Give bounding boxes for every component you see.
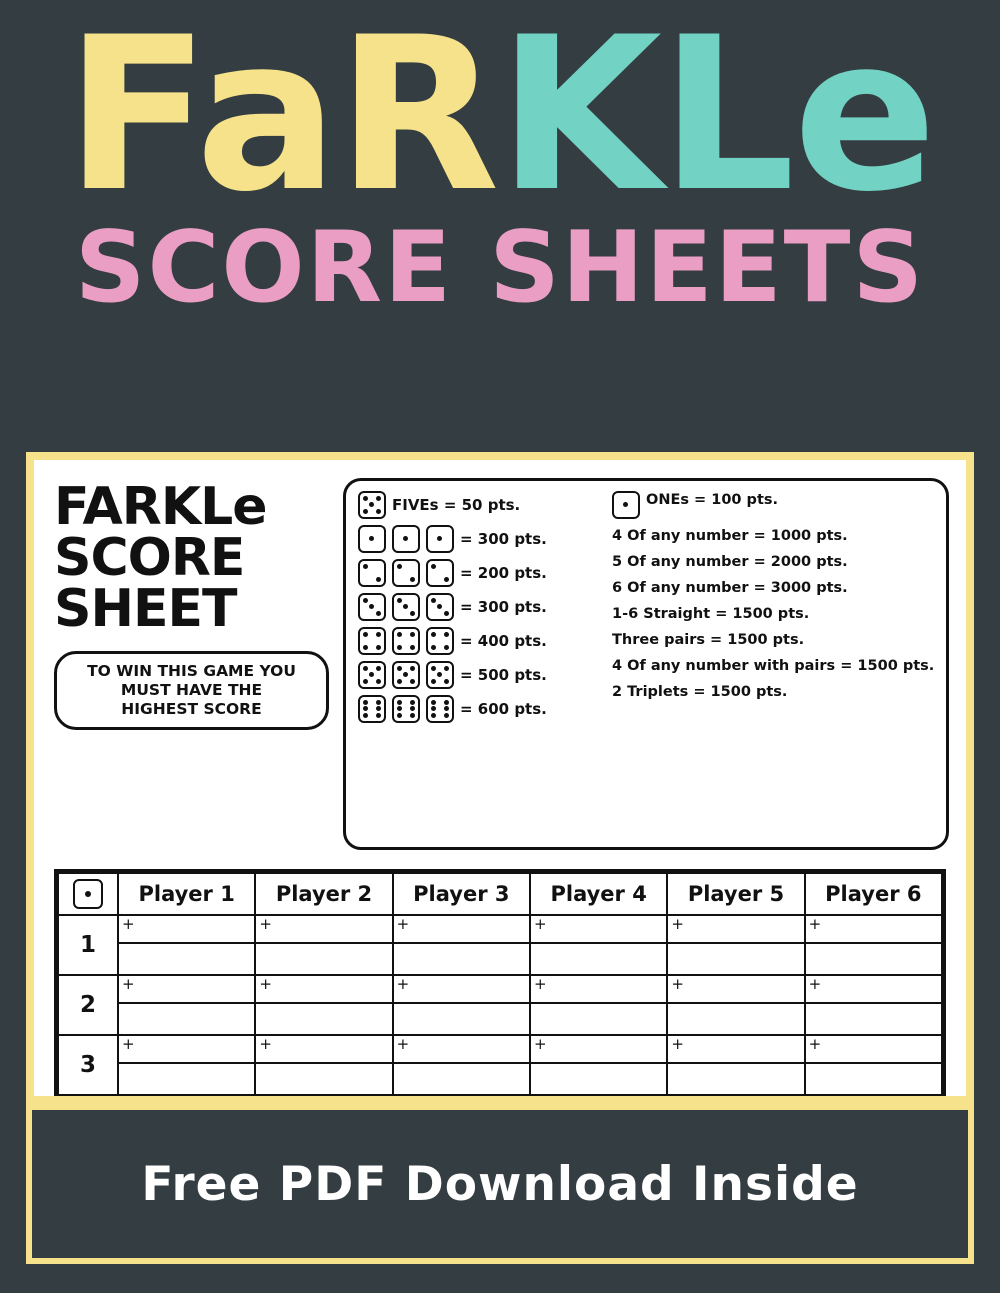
scoring-rules-left-column [358, 491, 590, 839]
rule-text: Three pairs = 1500 pts. [612, 632, 805, 648]
rule-row [358, 695, 590, 723]
plus-sign: + [122, 1035, 135, 1053]
die-one-icon [392, 525, 420, 553]
table-row [58, 915, 942, 975]
die-five-icon [358, 491, 386, 519]
column-header: Player 4 [530, 873, 667, 915]
plus-sign: + [533, 975, 547, 993]
column-header: Player 2 [255, 873, 392, 915]
plus-sign: + [259, 975, 272, 993]
rule-row [358, 525, 590, 553]
title-part-one: FaR [65, 0, 498, 238]
die-two-icon [426, 559, 454, 587]
die-five-icon [358, 661, 386, 689]
rule-row [612, 491, 934, 519]
score-cell[interactable] [805, 915, 942, 975]
score-cell[interactable] [530, 915, 667, 975]
score-cell[interactable] [393, 1035, 530, 1095]
die-one-icon [612, 491, 640, 519]
row-number: 1 [58, 915, 118, 975]
die-five-icon [426, 661, 454, 689]
rule-row [358, 491, 590, 519]
rule-text: = 200 pts. [460, 564, 547, 582]
score-cell[interactable] [805, 975, 942, 1035]
rule-row [358, 559, 590, 587]
plus-sign: + [533, 1035, 547, 1053]
sheet-top-row [54, 478, 946, 850]
score-cell[interactable] [667, 975, 804, 1035]
rule-text: FIVEs = 50 pts. [392, 496, 521, 514]
score-cell[interactable] [667, 1035, 804, 1095]
column-header: Player 3 [393, 873, 530, 915]
table-corner-cell [58, 873, 118, 915]
table-row [58, 1035, 942, 1095]
score-cell[interactable] [667, 915, 804, 975]
plus-sign: + [396, 915, 410, 933]
win-note-line-2: MUST HAVE THE [120, 680, 263, 699]
rule-text: 5 Of any number = 2000 pts. [612, 554, 848, 570]
scoring-rules-right-column [600, 491, 934, 839]
row-number: 3 [58, 1035, 118, 1095]
rule-text: ONEs = 100 pts. [646, 492, 779, 508]
row-number: 2 [58, 975, 118, 1035]
score-cell[interactable] [805, 1035, 942, 1095]
table-row [58, 975, 942, 1035]
rule-text: 4 Of any number = 1000 pts. [612, 528, 848, 544]
score-cell[interactable] [255, 1035, 392, 1095]
rule-text: 1-6 Straight = 1500 pts. [612, 606, 810, 622]
die-three-icon [392, 593, 420, 621]
win-condition-note [54, 651, 329, 730]
plus-sign: + [396, 975, 410, 993]
column-header: Player 6 [805, 873, 942, 915]
rule-text: = 300 pts. [460, 530, 547, 548]
die-one-icon [73, 879, 103, 909]
rule-text: = 400 pts. [460, 632, 547, 650]
title-part-two: KLe [497, 0, 935, 238]
die-five-icon [392, 661, 420, 689]
rule-text: 4 Of any number with pairs = 1500 pts. [612, 658, 935, 674]
rule-text: = 500 pts. [460, 666, 547, 684]
score-sheet-preview-frame [26, 452, 974, 1104]
die-two-icon [358, 559, 386, 587]
score-cell[interactable] [530, 1035, 667, 1095]
footer-text: Free PDF Download Inside [141, 1156, 859, 1212]
plus-sign: + [808, 1035, 822, 1053]
die-three-icon [358, 593, 386, 621]
score-table [57, 872, 943, 1096]
score-cell[interactable] [118, 1035, 255, 1095]
die-six-icon [392, 695, 420, 723]
plus-sign: + [259, 1035, 272, 1053]
die-three-icon [426, 593, 454, 621]
plus-sign: + [259, 915, 272, 933]
die-four-icon [358, 627, 386, 655]
plus-sign: + [808, 915, 822, 933]
score-sheet-preview [34, 460, 966, 1096]
score-cell[interactable] [393, 915, 530, 975]
plus-sign: + [671, 975, 684, 993]
column-header: Player 5 [667, 873, 804, 915]
die-six-icon [426, 695, 454, 723]
win-note-line-3: HIGHEST SCORE [121, 699, 262, 718]
rule-text: 2 Triplets = 1500 pts. [612, 684, 788, 700]
page-subtitle: SCORE SHEETS [74, 211, 926, 326]
rule-row [358, 593, 590, 621]
sheet-heading-line-3: SHEET [54, 578, 237, 639]
column-header: Player 1 [118, 873, 255, 915]
plus-sign: + [671, 1035, 684, 1053]
plus-sign: + [396, 1035, 410, 1053]
footer-banner [26, 1104, 974, 1264]
die-one-icon [426, 525, 454, 553]
plus-sign: + [533, 915, 547, 933]
die-two-icon [392, 559, 420, 587]
plus-sign: + [671, 915, 684, 933]
sheet-heading [54, 477, 329, 639]
rule-text: 6 Of any number = 3000 pts. [612, 580, 848, 596]
score-cell[interactable] [530, 975, 667, 1035]
score-cell[interactable] [255, 975, 392, 1035]
sheet-heading-line-1: FARKLe [54, 477, 267, 537]
plus-sign: + [808, 975, 822, 993]
rule-text: = 600 pts. [460, 700, 547, 718]
score-table-wrapper [54, 869, 946, 1096]
table-header-row [58, 873, 942, 915]
die-one-icon [358, 525, 386, 553]
plus-sign: + [122, 975, 135, 993]
score-cell[interactable] [255, 915, 392, 975]
score-cell[interactable] [118, 975, 255, 1035]
rule-text: = 300 pts. [460, 598, 547, 616]
die-four-icon [392, 627, 420, 655]
win-note-line-1: TO WIN THIS GAME YOU [87, 661, 296, 680]
die-six-icon [358, 695, 386, 723]
page-title [0, 0, 1000, 238]
score-cell[interactable] [393, 975, 530, 1035]
rule-row [358, 627, 590, 655]
rule-row [358, 661, 590, 689]
die-four-icon [426, 627, 454, 655]
score-cell[interactable] [118, 915, 255, 975]
sheet-heading-line-2: SCORE [54, 527, 245, 588]
scoring-rules-box [343, 478, 949, 850]
plus-sign: + [122, 915, 135, 933]
sheet-heading-block [54, 478, 329, 730]
